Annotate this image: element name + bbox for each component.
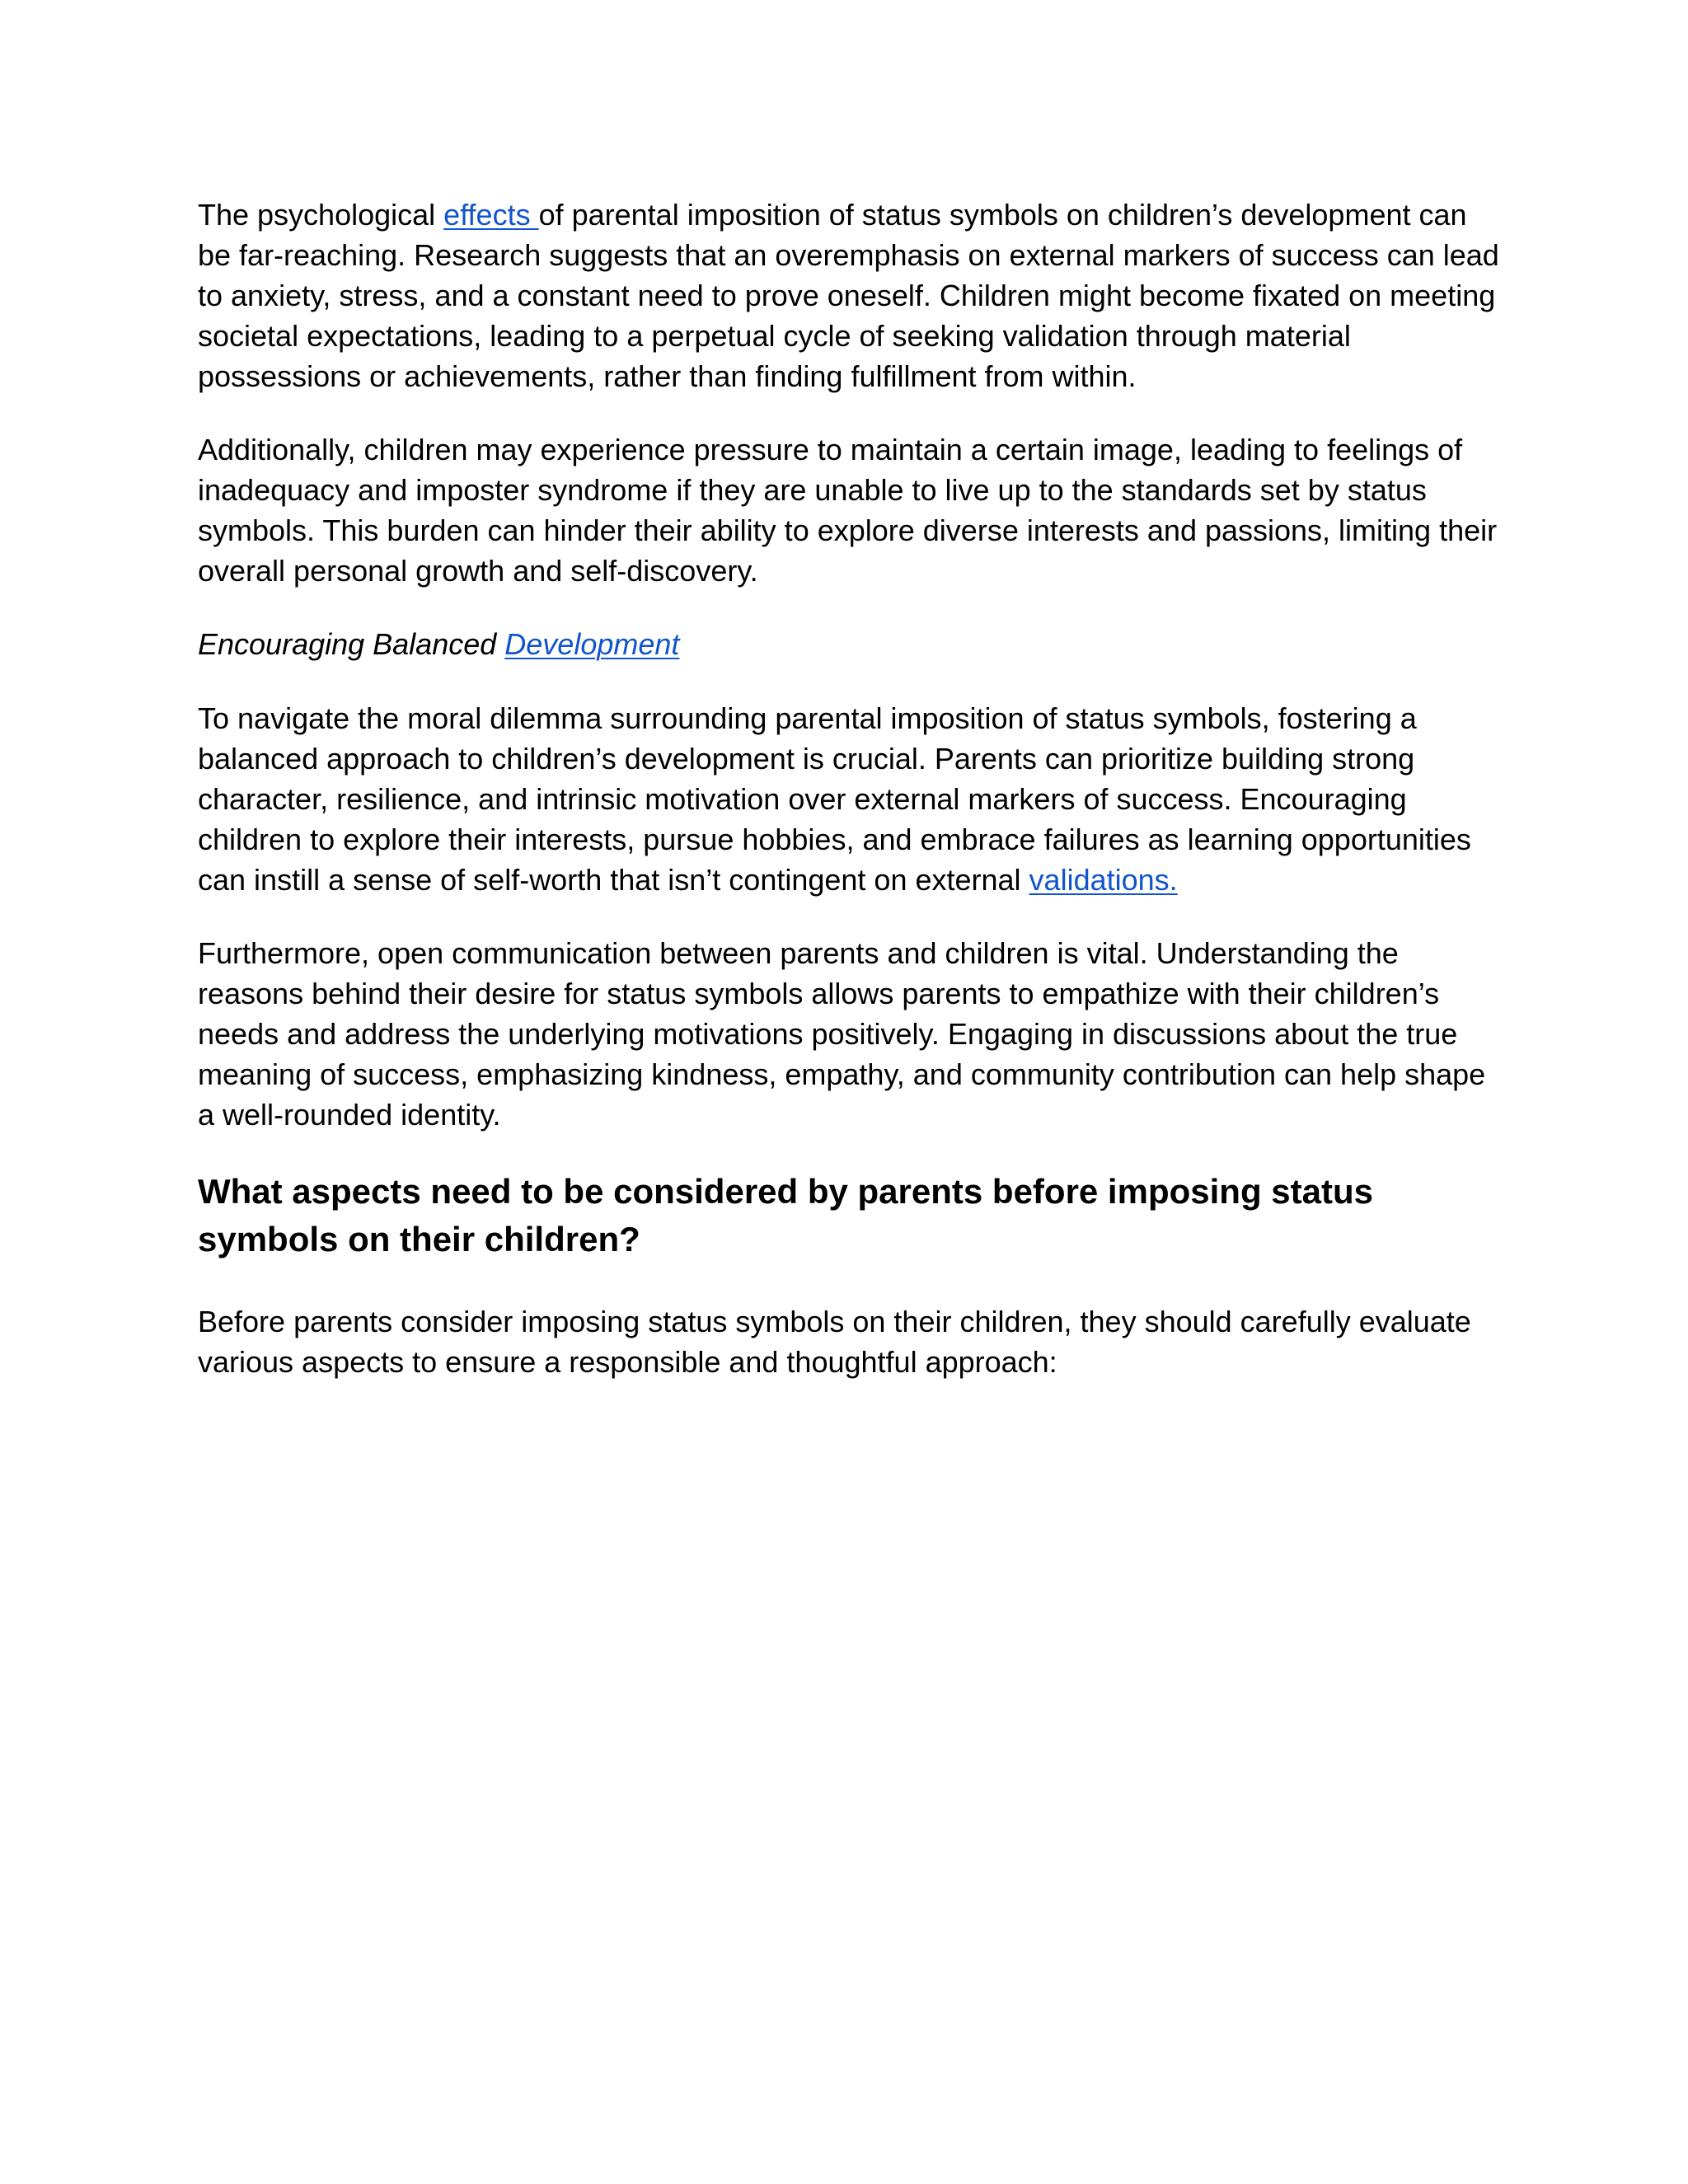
paragraph-text: of parental imposition of status symbols on children’s development can be far-reaching. Research suggests that an overemphasis on external markers of success can lead to anxiety, stress, and a constant need to prove oneself. Children might become fixated on meeting societal expectations, leading to a perpetual cycle of seeking validation through material possessions or achievements, rather than finding fulfillment from within.	[198, 198, 1499, 393]
subheading-encouraging-balanced-development	[198, 624, 1500, 664]
effects-link[interactable]: effects	[443, 198, 539, 232]
paragraph-psychological-effects	[198, 194, 1500, 396]
paragraph-text: To navigate the moral dilemma surrounding parental imposition of status symbols, fostering a balanced approach to children’s development is crucial. Parents can prioritize building strong character, resilience, and intrinsic motivation over external markers of success. Encouraging children to explore their interests, pursue hobbies, and embrace failures as learning opportunities can instill a sense of self-worth that isn’t contingent on external	[198, 701, 1471, 897]
development-link[interactable]: Development	[504, 627, 680, 661]
section-heading: What aspects need to be considered by parents before imposing status symbols on their children?	[198, 1172, 1373, 1258]
paragraph-balanced-approach	[198, 698, 1500, 900]
document-page	[198, 194, 1500, 1415]
paragraph-text: The psychological	[198, 198, 444, 232]
validations-link[interactable]: validations.	[1029, 863, 1178, 897]
subheading-text: Encouraging Balanced	[198, 627, 505, 661]
paragraph-pressure-image: Additionally, children may experience pressure to maintain a certain image, leading to feelings of inadequacy and imposter syndrome if they are unable to live up to the standards set by status symbols. This burden can hinder their ability to explore diverse interests and passions, limiting their overall personal growth and self-discovery.	[198, 433, 1498, 588]
paragraph-open-communication: Furthermore, open communication between parents and children is vital. Understanding the reasons behind their desire for status symbols allows parents to empathize with their children’s needs and address the underlying motivations positively. Engaging in discussions about the true meaning of success, emphasizing kindness, empathy, and community contribution can help shape a well-rounded identity.	[198, 936, 1486, 1132]
paragraph-before-imposing: Before parents consider imposing status symbols on their children, they should carefully evaluate various aspects to ensure a responsible and thoughtful approach:	[198, 1305, 1471, 1379]
